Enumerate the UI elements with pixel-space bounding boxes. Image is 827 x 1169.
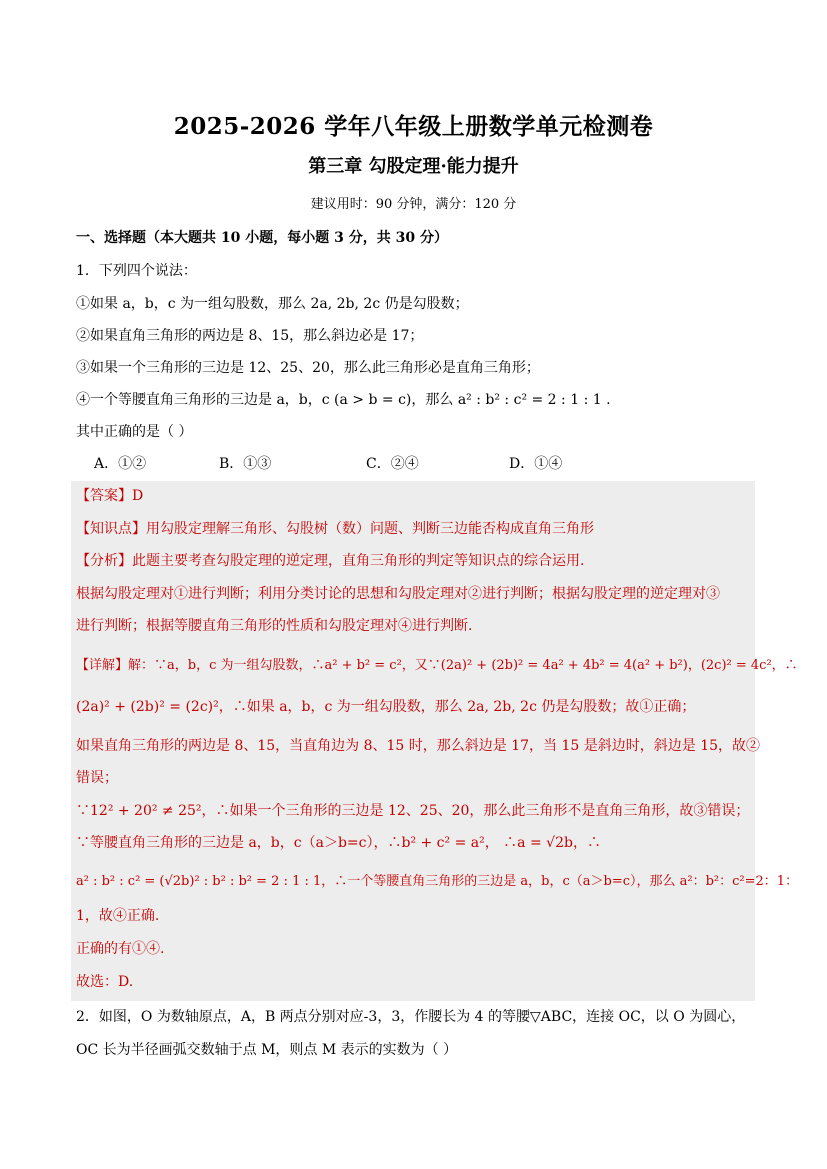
q1-option-c: C．②④ [366, 456, 419, 472]
solution-detail-1: 【详解】解：∵a，b，c 为一组勾股数，∴a² + b² = c²，又∵(2a)² + (2b)² = 4a² + 4b² = 4(a² + b²)，(2c)² = 4c²，∴ [76, 658, 798, 673]
solution-detail-7: a² : b² : c² = (√2b)² : b² : b² = 2 : 1 : 1，∴一个等腰直角三角形的三边是 a，b，c（a＞b=c），那么 a²：b²：c²=2：1： [76, 874, 799, 889]
exam-timing: 建议用时：90 分钟，满分：120 分 [310, 197, 517, 212]
exam-title: 2025-2026 学年八年级上册数学单元检测卷 [173, 113, 654, 140]
solution-detail-9: 正确的有①④. [76, 941, 165, 957]
chapter-subtitle: 第三章 勾股定理·能力提升 [308, 156, 519, 177]
solution-detail-8: 1，故④正确. [76, 908, 160, 924]
solution-detail-5: ∵12² + 20² ≠ 25²，∴如果一个三角形的三边是 12、25、20，那么此三角形不是直角三角形，故③错误； [76, 803, 750, 819]
solution-analysis-2: 根据勾股定理对①进行判断；利用分类讨论的思想和勾股定理对②进行判断；根据勾股定理的逆定理对③ [76, 586, 720, 602]
section-heading: 一、选择题（本大题共 10 小题，每小题 3 分，共 30 分） [76, 230, 448, 246]
q1-statement-3: ③如果一个三角形的三边是 12、25、20，那么此三角形必是直角三角形； [76, 360, 540, 376]
q1-ask: 其中正确的是（ ） [76, 424, 193, 440]
solution-analysis-3: 进行判断；根据等腰直角三角形的性质和勾股定理对④进行判断. [76, 618, 473, 634]
solution-detail-4: 错误； [76, 770, 118, 786]
q1-statement-2: ②如果直角三角形的两边是 8、15，那么斜边必是 17； [76, 328, 424, 344]
q1-statement-4: ④一个等腰直角三角形的三边是 a，b，c (a > b = c)，那么 a² : b² : c² = 2 : 1 : 1 . [76, 392, 611, 408]
q2-line-1: 2．如图，O 为数轴原点，A，B 两点分别对应-3，3，作腰长为 4 的等腰▽ABC，连接 OC，以 O 为圆心， [76, 1009, 746, 1025]
solution-knowledge: 【知识点】用勾股定理解三角形、勾股树（数）问题、判断三边能否构成直角三角形 [76, 521, 594, 537]
q1-option-a: A．①② [94, 456, 147, 472]
solution-detail-2: (2a)² + (2b)² = (2c)²，∴如果 a，b，c 为一组勾股数，那么 2a, 2b, 2c 仍是勾股数；故①正确； [76, 699, 696, 715]
solution-detail-10: 故选：D. [76, 974, 134, 990]
q1-statement-1: ①如果 a，b，c 为一组勾股数，那么 2a, 2b, 2c 仍是勾股数； [76, 296, 469, 312]
q2-line-2: OC 长为半径画弧交数轴于点 M，则点 M 表示的实数为（ ） [76, 1042, 458, 1058]
solution-analysis: 【分析】此题主要考查勾股定理的逆定理，直角三角形的判定等知识点的综合运用. [76, 553, 585, 569]
solution-answer: 【答案】D [76, 488, 144, 504]
q1-option-b: B．①③ [219, 456, 272, 472]
solution-detail-6: ∵等腰直角三角形的三边是 a，b，c（a＞b=c），∴b² + c² = a²， ∴a = √2b，∴ [76, 835, 601, 851]
solution-detail-3: 如果直角三角形的两边是 8、15，当直角边为 8、15 时，那么斜边是 17，当 15 是斜边时，斜边是 15，故② [76, 738, 761, 754]
q1-option-d: D．①④ [509, 456, 563, 472]
q1-stem: 1．下列四个说法： [76, 263, 197, 279]
